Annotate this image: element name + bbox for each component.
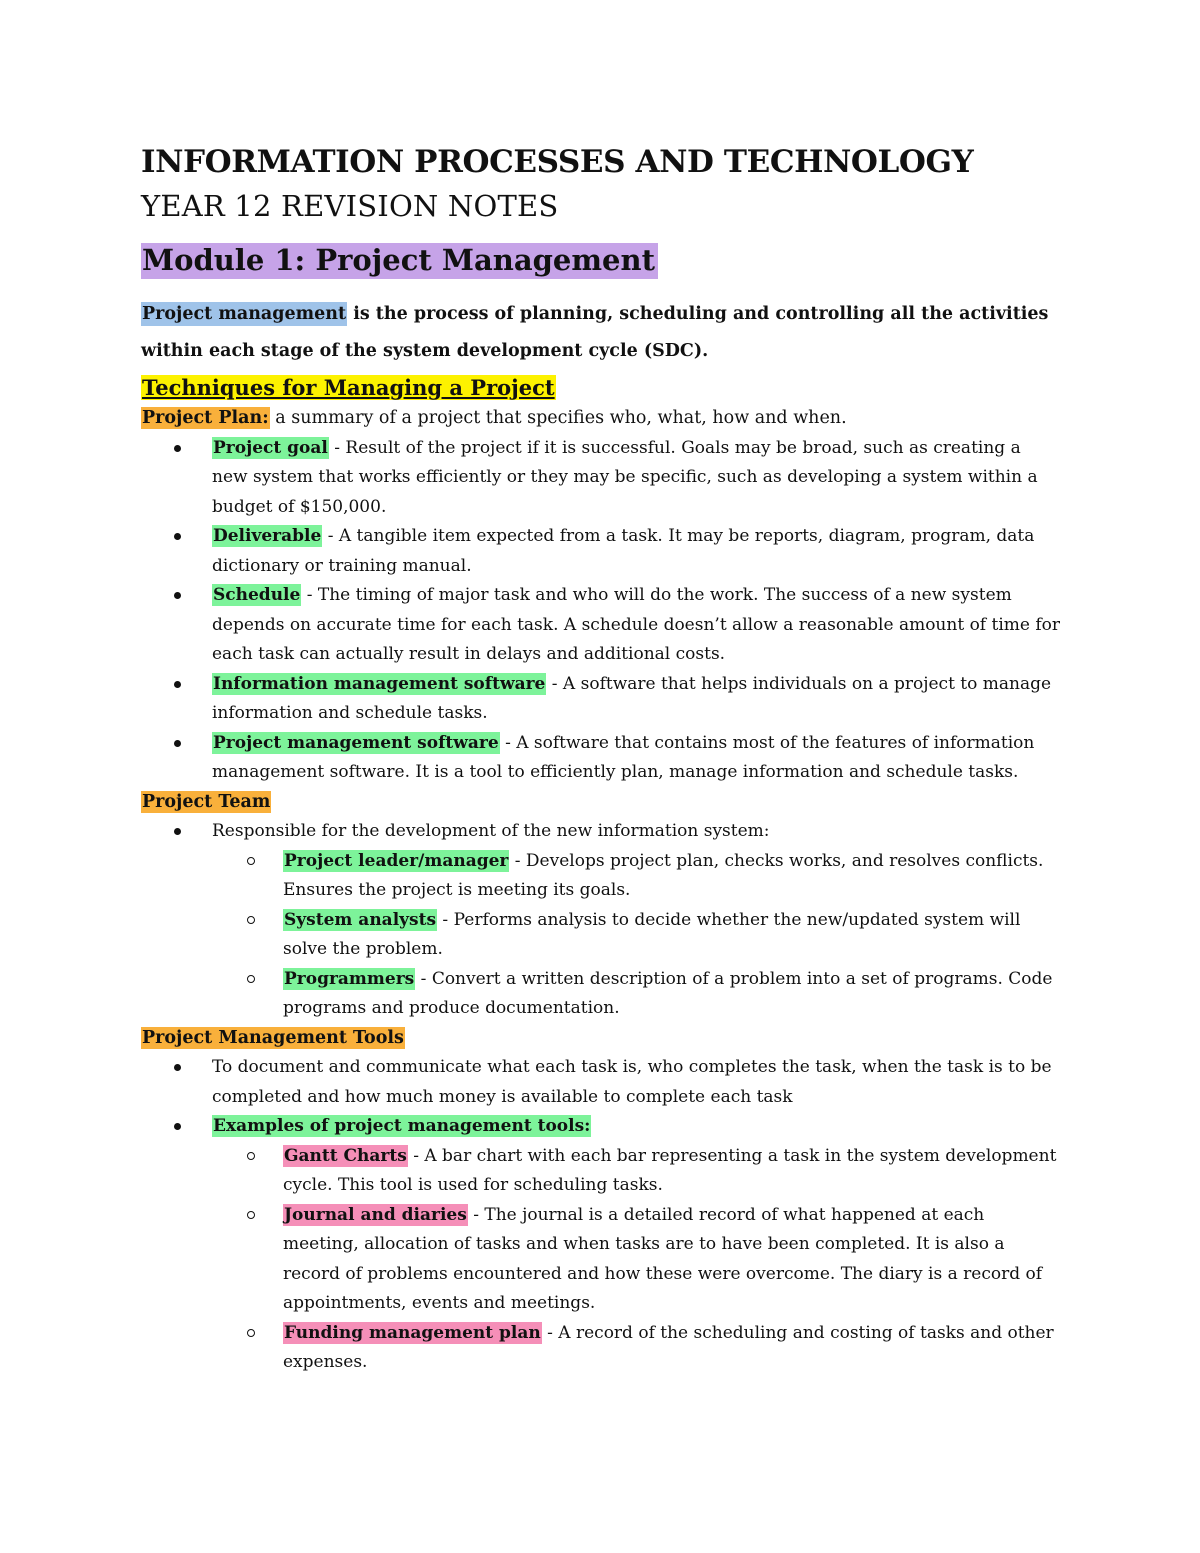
- item-text: - The timing of major task and who will do the work. The success of a new system depends on accurate time for each task. A schedule doesn’t allow a reasonable amount of time for each task can actually result in delays and additional costs.: [212, 585, 1060, 664]
- module-heading-text: Module 1: Project Management: [141, 243, 658, 279]
- list-item: [212, 847, 1061, 906]
- list-item: [141, 434, 1061, 523]
- circle-bullet-icon: [247, 975, 255, 983]
- bullet-icon: [174, 592, 181, 599]
- module-heading: [141, 238, 1061, 282]
- list-item: [212, 906, 1061, 965]
- list-item: [212, 1319, 1061, 1378]
- team-heading: [141, 788, 1061, 818]
- example-term: Journal and diaries: [284, 1204, 467, 1225]
- circle-bullet-icon: [247, 1152, 255, 1160]
- team-roles-list: [212, 847, 1061, 1024]
- list-item: [212, 965, 1061, 1024]
- role-term: Programmers: [284, 968, 415, 989]
- intro-text: is the process of planning, scheduling and controlling all the activities within each stage of the system development cycle (SDC).: [141, 304, 1049, 361]
- tools-heading-text: Project Management Tools: [142, 1027, 404, 1048]
- example-text: - A record of the scheduling and costing of tasks and other expenses.: [283, 1322, 1054, 1372]
- team-list: [141, 817, 1061, 847]
- tools-examples-wrap: [141, 1142, 1061, 1378]
- item-text: - Result of the project if it is successful. Goals may be broad, such as creating a new system that works efficiently or they may be specific, such as developing a system within a budget of $150,000.: [212, 437, 1038, 517]
- page-content: [141, 140, 1061, 1378]
- tools-examples-list: [212, 1142, 1061, 1378]
- tools-heading: [141, 1024, 1061, 1054]
- example-term: Gantt Charts: [284, 1145, 407, 1166]
- tools-list: [141, 1053, 1061, 1142]
- item-text: - A tangible item expected from a task. It may be reports, diagram, program, data dictionary or training manual.: [212, 526, 1035, 576]
- circle-bullet-icon: [247, 1329, 255, 1337]
- bullet-icon: [174, 1123, 181, 1130]
- document-subtitle: YEAR 12 REVISION NOTES: [141, 189, 559, 223]
- item-term: Deliverable: [213, 526, 322, 546]
- role-term: System analysts: [284, 909, 437, 930]
- list-item: [212, 1142, 1061, 1201]
- list-item: [141, 729, 1061, 788]
- circle-bullet-icon: [247, 916, 255, 924]
- techniques-heading: [141, 372, 1061, 404]
- project-plan: [141, 404, 1061, 434]
- bullet-icon: [174, 681, 181, 688]
- team-roles-wrap: [141, 847, 1061, 1024]
- bullet-icon: [174, 828, 181, 835]
- circle-bullet-icon: [247, 857, 255, 865]
- techniques-heading-text: Techniques for Managing a Project: [142, 375, 555, 400]
- item-text: - A software that helps individuals on a project to manage information and schedule tasks.: [212, 673, 1052, 723]
- techniques-list: [141, 434, 1061, 788]
- item-term: Project goal: [213, 437, 328, 458]
- list-item: [141, 581, 1061, 670]
- circle-bullet-icon: [247, 1211, 255, 1219]
- bullet-icon: [174, 445, 181, 452]
- list-item: [141, 1053, 1061, 1112]
- example-text: - A bar chart with each bar representing a task in the system development cycle. This tool is used for scheduling tasks.: [283, 1145, 1057, 1195]
- item-term: Project management software: [213, 732, 499, 753]
- role-text: - Develops project plan, checks works, and resolves conflicts. Ensures the project is meeting its goals.: [283, 850, 1044, 900]
- item-term: Schedule: [213, 585, 301, 605]
- list-item: [212, 1201, 1061, 1319]
- example-text: - The journal is a detailed record of what happened at each meeting, allocation of tasks and when tasks are to have been completed. It is also a record of problems encountered and how these were overcome. The diary is a record of appointments, events and meetings.: [283, 1204, 1043, 1313]
- list-item: [141, 1112, 1061, 1142]
- project-plan-label: Project Plan:: [142, 408, 269, 428]
- intro-term: Project management: [142, 304, 347, 324]
- list-item: [141, 670, 1061, 729]
- item-term: Information management software: [213, 673, 546, 694]
- role-text: - Performs analysis to decide whether the new/updated system will solve the problem.: [283, 909, 1021, 959]
- project-plan-text: a summary of a project that specifies who, what, how and when.: [269, 408, 847, 428]
- role-term: Project leader/manager: [284, 850, 509, 871]
- tools-examples-label: Examples of project management tools:: [213, 1116, 591, 1136]
- team-heading-text: Project Team: [142, 791, 271, 812]
- list-item: [141, 817, 1061, 847]
- list-item: [141, 522, 1061, 581]
- bullet-icon: [174, 533, 181, 540]
- role-text: - Convert a written description of a problem into a set of programs. Code programs and produce documentation.: [283, 968, 1053, 1018]
- document-title: INFORMATION PROCESSES AND TECHNOLOGY: [141, 144, 974, 180]
- team-intro: Responsible for the development of the new information system:: [212, 821, 770, 841]
- example-term: Funding management plan: [284, 1322, 541, 1343]
- tools-purpose: To document and communicate what each task is, who completes the task, when the task is to be completed and how much money is available to complete each task: [212, 1057, 1052, 1107]
- bullet-icon: [174, 1064, 181, 1071]
- module-intro: [141, 296, 1061, 370]
- item-text: - A software that contains most of the features of information management software. It is a tool to efficiently plan, manage information and schedule tasks.: [212, 732, 1035, 782]
- bullet-icon: [174, 740, 181, 747]
